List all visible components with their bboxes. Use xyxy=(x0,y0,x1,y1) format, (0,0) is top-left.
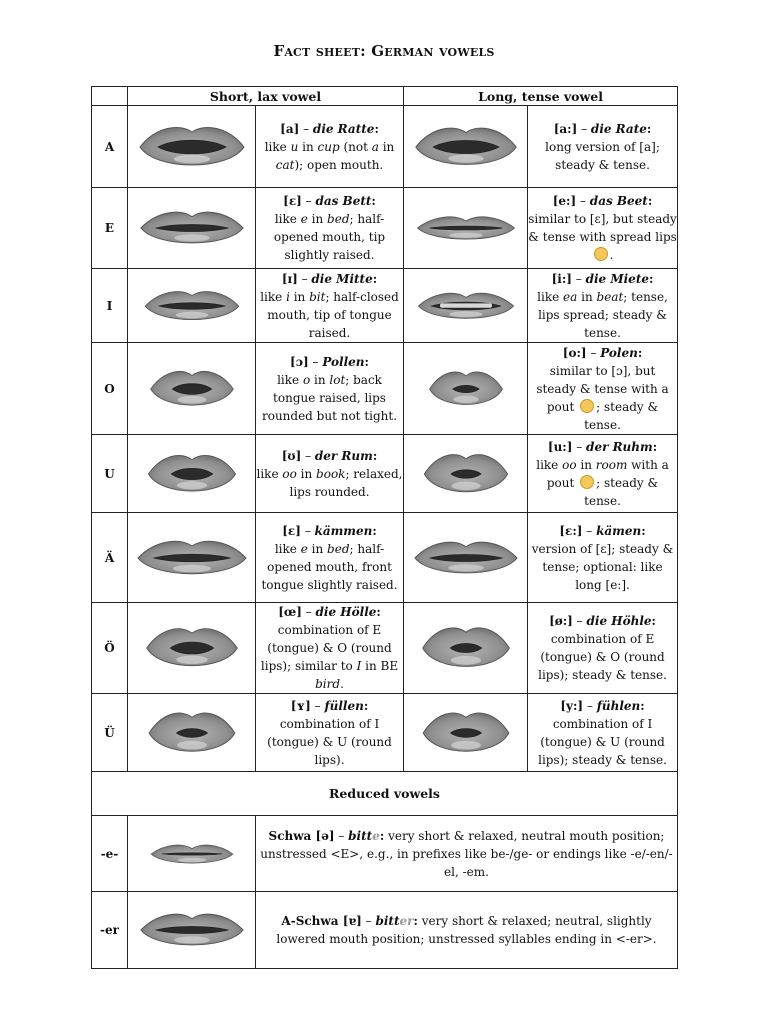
vowel-row-e xyxy=(92,188,678,269)
lips-image xyxy=(128,106,256,188)
pout-emoji-icon xyxy=(580,399,594,413)
reduced-vowels-heading: Reduced vowels xyxy=(92,772,678,816)
vowel-row-a xyxy=(92,106,678,188)
row-label: I xyxy=(92,269,128,343)
lips-image xyxy=(128,188,256,269)
vowel-row-ue xyxy=(92,694,678,772)
vowel-table xyxy=(91,86,678,969)
short-vowel-description: [ɔ] – Pollen: like o in lot; back tongue raised, lips rounded but not tight. xyxy=(256,343,404,435)
lips-image xyxy=(128,343,256,435)
corner-cell xyxy=(92,87,128,106)
row-label: A xyxy=(92,106,128,188)
lips-image xyxy=(128,603,256,694)
short-vowel-description: [ʏ] – füllen: combination of I (tongue) & U (round lips). xyxy=(256,694,404,772)
header-long: Long, tense vowel xyxy=(404,87,678,106)
row-label: Ä xyxy=(92,513,128,603)
lips-image xyxy=(128,892,256,969)
a-schwa-description: A-Schwa [ɐ] – bitter: very short & relaxed; neutral, slightly lowered mouth position; unstressed syllables ending in <-er>. xyxy=(256,892,678,969)
vowel-row-oe xyxy=(92,603,678,694)
short-vowel-description: [ɛ] – kämmen: like e in bed; half-opened mouth, front tongue slightly raised. xyxy=(256,513,404,603)
lips-image xyxy=(128,816,256,892)
pout-emoji-icon xyxy=(580,475,594,489)
lips-image xyxy=(404,435,528,513)
lips-image xyxy=(128,694,256,772)
lips-image xyxy=(404,188,528,269)
long-vowel-description: [y:] – fühlen: combination of I (tongue) & U (round lips); steady & tense. xyxy=(528,694,678,772)
row-label: U xyxy=(92,435,128,513)
long-vowel-description: [a:] – die Rate: long version of [a]; steady & tense. xyxy=(528,106,678,188)
lips-image xyxy=(404,694,528,772)
header-short: Short, lax vowel xyxy=(128,87,404,106)
vowel-row-i xyxy=(92,269,678,343)
long-vowel-description: [ɛ:] – kämen: version of [ɛ]; steady & tense; optional: like long [e:]. xyxy=(528,513,678,603)
row-label: -er xyxy=(92,892,128,969)
row-label: Ö xyxy=(92,603,128,694)
grimace-emoji-icon xyxy=(594,247,608,261)
lips-image xyxy=(128,435,256,513)
lips-image xyxy=(404,269,528,343)
lips-image xyxy=(404,513,528,603)
vowel-row-ae xyxy=(92,513,678,603)
vowel-row-u xyxy=(92,435,678,513)
short-vowel-description: [ɪ] – die Mitte: like i in bit; half-closed mouth, tip of tongue raised. xyxy=(256,269,404,343)
page-title: Fact sheet: German vowels xyxy=(273,42,495,60)
lips-image xyxy=(128,269,256,343)
short-vowel-description: [œ] – die Hölle: combination of E (tongue) & O (round lips); similar to I in BE bird. xyxy=(256,603,404,694)
lips-image xyxy=(404,106,528,188)
reduced-row-schwa xyxy=(92,816,678,892)
row-label: -e- xyxy=(92,816,128,892)
lips-image xyxy=(404,343,528,435)
row-label: Ü xyxy=(92,694,128,772)
lips-image xyxy=(128,513,256,603)
schwa-description: Schwa [ə] – bitte: very short & relaxed, neutral mouth position; unstressed <E>, e.g., in prefixes like be-/ge- or endings like -e/-en/-el, -em. xyxy=(256,816,678,892)
row-label: O xyxy=(92,343,128,435)
long-vowel-description: [i:] – die Miete: like ea in beat; tense, lips spread; steady & tense. xyxy=(528,269,678,343)
short-vowel-description: [ʊ] – der Rum: like oo in book; relaxed, lips rounded. xyxy=(256,435,404,513)
reduced-row-a-schwa xyxy=(92,892,678,969)
long-vowel-description: [e:] – das Beet: similar to [ɛ], but steady & tense with spread lips. xyxy=(528,188,678,269)
short-vowel-description: [ɛ] – das Bett: like e in bed; half-opened mouth, tip slightly raised. xyxy=(256,188,404,269)
vowel-row-o xyxy=(92,343,678,435)
lips-image xyxy=(404,603,528,694)
long-vowel-description: [ø:] – die Höhle: combination of E (tongue) & O (round lips); steady & tense. xyxy=(528,603,678,694)
short-vowel-description: [a] – die Ratte: like u in cup (not a in cat); open mouth. xyxy=(256,106,404,188)
long-vowel-description: [u:] – der Ruhm: like oo in room with a pout ; steady & tense. xyxy=(528,435,678,513)
row-label: E xyxy=(92,188,128,269)
long-vowel-description: [o:] – Polen: similar to [ɔ], but steady & tense with a pout ; steady & tense. xyxy=(528,343,678,435)
